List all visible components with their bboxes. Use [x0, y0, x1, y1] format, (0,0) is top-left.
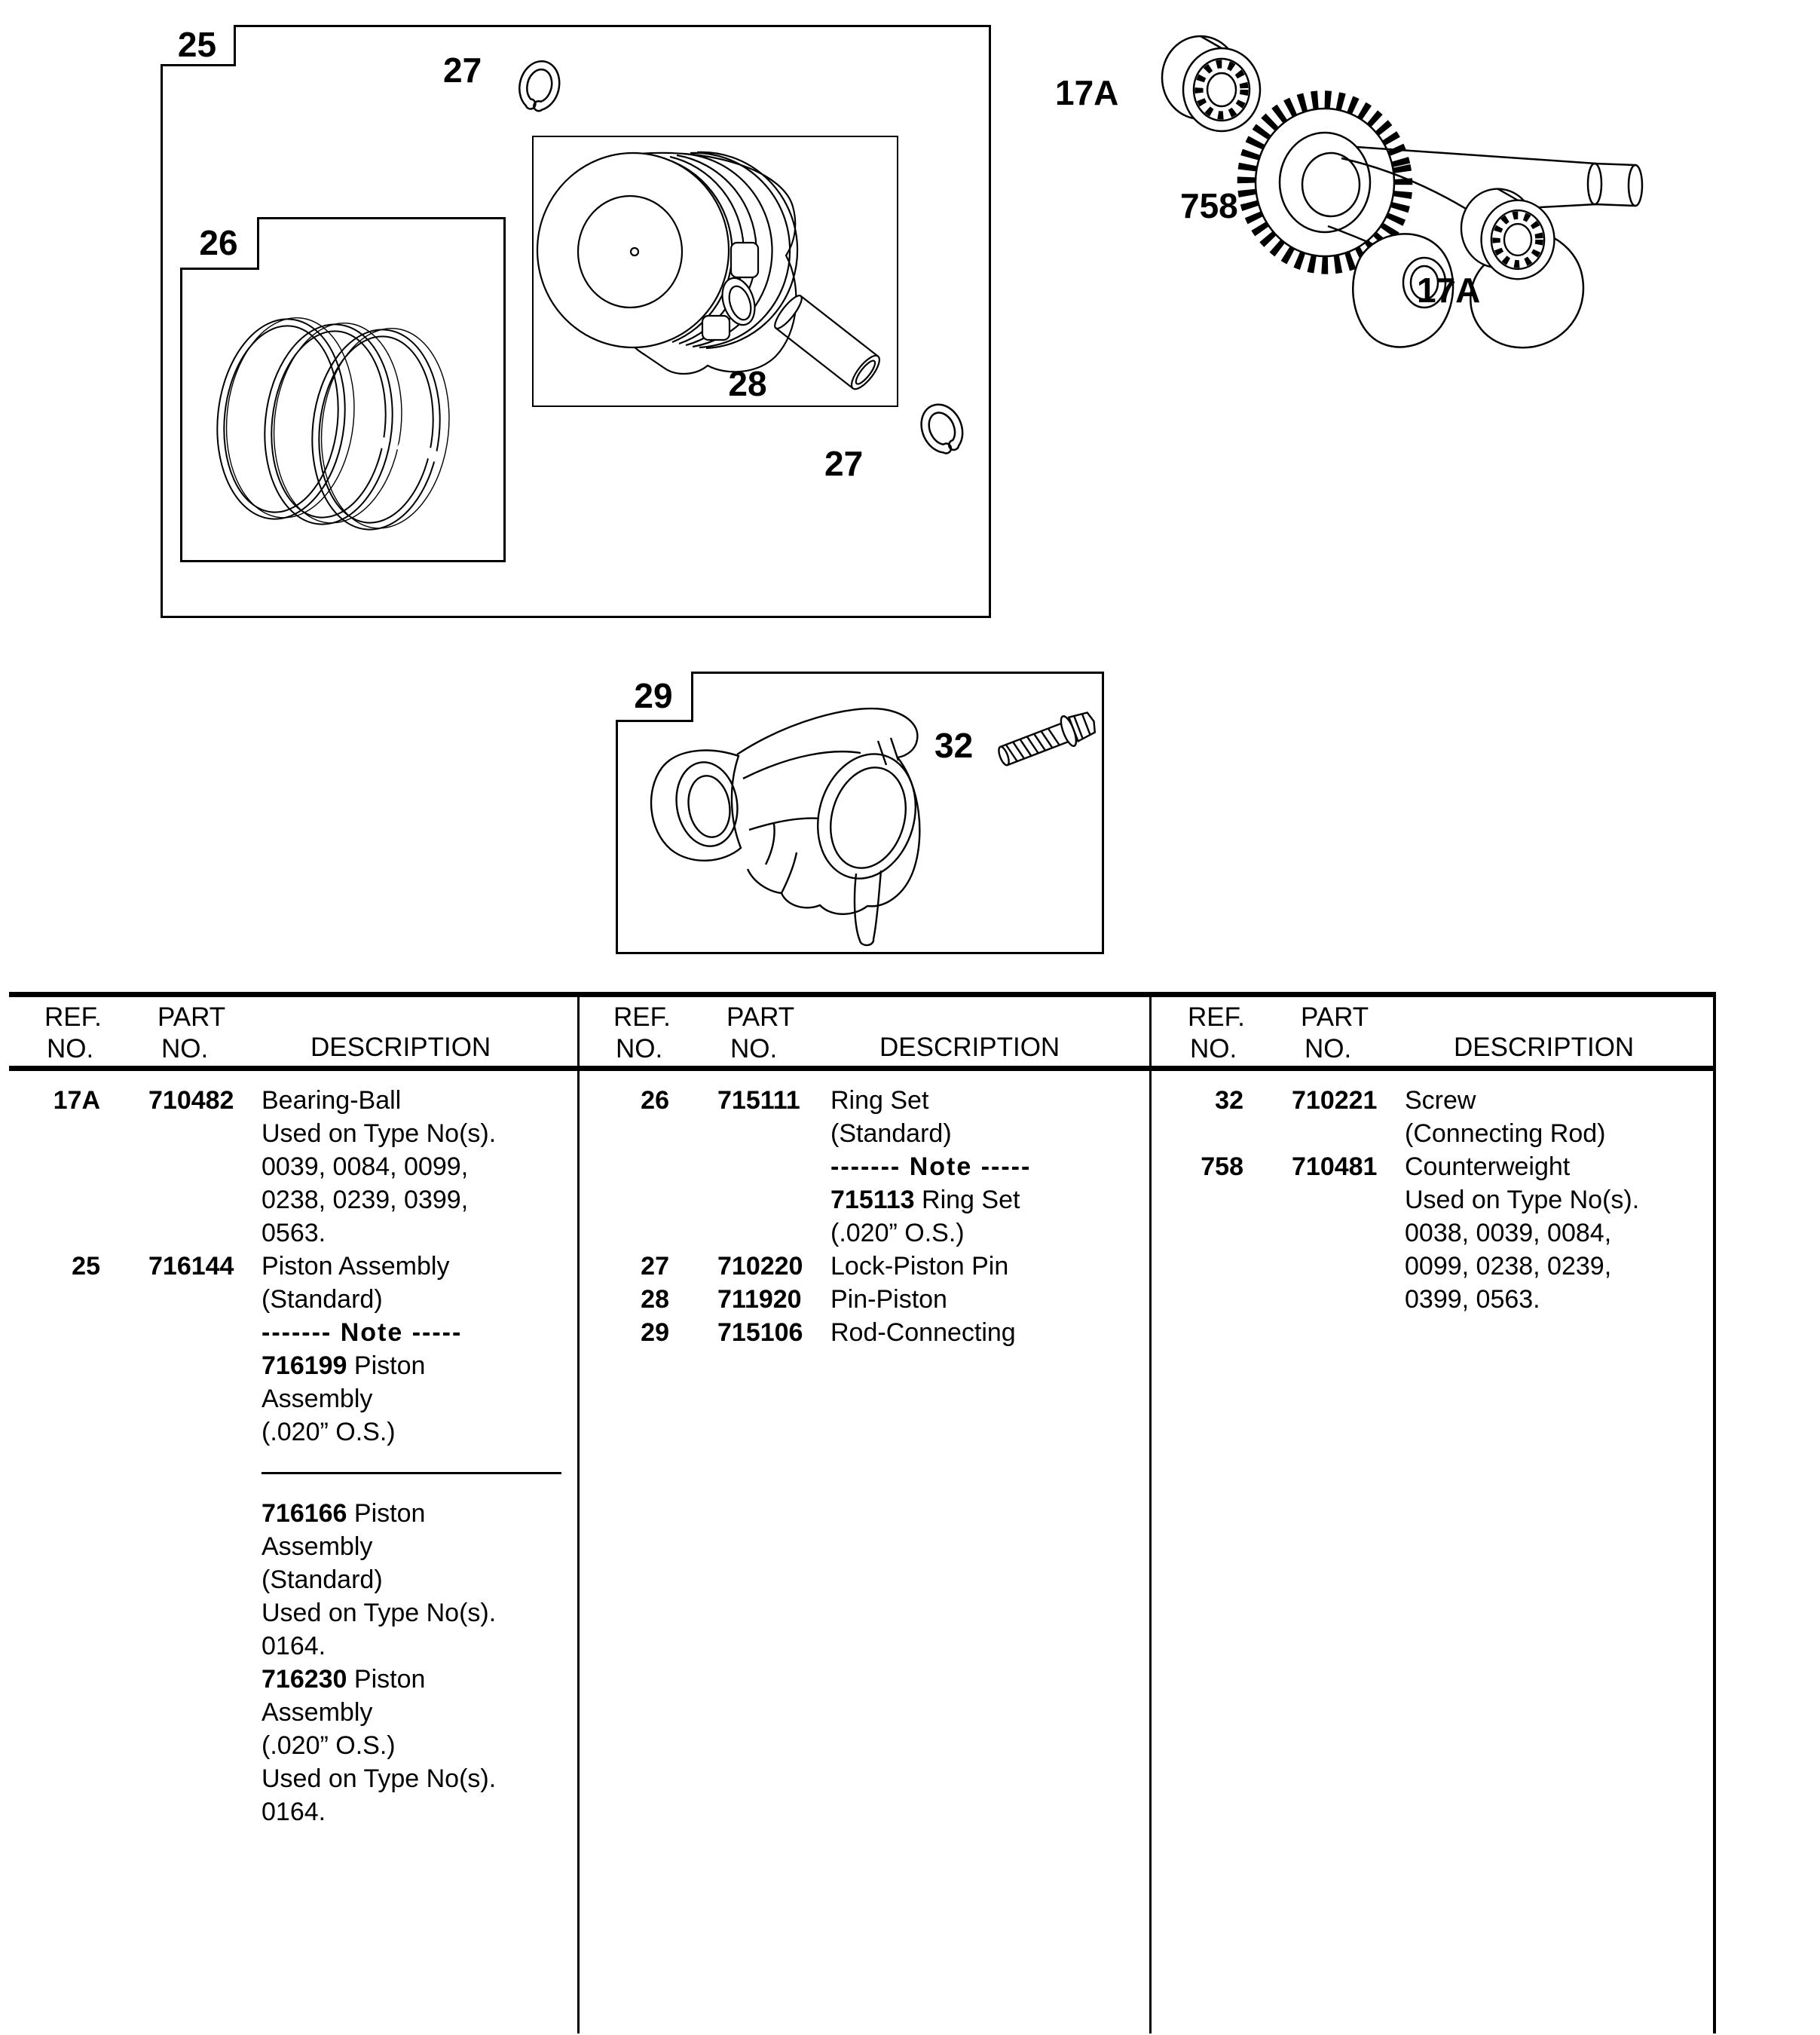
th-desc-1: DESCRIPTION — [310, 1033, 491, 1062]
ref-no-cell — [9, 1497, 100, 1530]
ref-no-cell — [578, 1150, 669, 1183]
description-cell — [262, 1150, 570, 1183]
part-no-cell: 710221 — [1292, 1086, 1378, 1115]
part-no-cell — [717, 1183, 830, 1216]
part-no-cell — [148, 1630, 262, 1663]
th-part-3b: NO. — [1305, 1034, 1352, 1063]
ref-no-cell: 25 — [72, 1252, 100, 1281]
th-ref-1a: REF. — [44, 1002, 102, 1032]
callout-32: 32 — [934, 726, 974, 765]
part-no-cell — [148, 1663, 262, 1696]
detail-box-26-label — [180, 217, 259, 270]
table-row — [9, 1696, 570, 1729]
description-text: 0399, 0563. — [1405, 1285, 1540, 1314]
ref-no-cell — [9, 1630, 100, 1663]
part-no-cell — [148, 1762, 262, 1795]
description-cell — [262, 1596, 570, 1630]
ref-no-cell — [9, 1596, 100, 1630]
ref-no-cell — [1152, 1183, 1243, 1216]
th-ref-1b: NO. — [47, 1034, 94, 1063]
part-no-cell — [717, 1216, 830, 1250]
description-cell — [1405, 1084, 1714, 1117]
description-text: 0563. — [262, 1219, 326, 1247]
description-cell — [262, 1663, 570, 1696]
part-no-cell — [148, 1382, 262, 1415]
part-no-cell — [148, 1530, 262, 1563]
part-no-cell — [1292, 1216, 1405, 1250]
ref-no-cell: 26 — [641, 1086, 669, 1115]
description-cell — [1405, 1150, 1714, 1183]
description-text: Used on Type No(s). — [262, 1764, 497, 1793]
description-text: (Standard) — [262, 1565, 383, 1594]
th-part-1b: NO. — [161, 1034, 209, 1063]
table-row — [9, 1762, 570, 1795]
th-ref-2a: REF. — [613, 1002, 671, 1032]
part-no-cell — [148, 1117, 262, 1150]
ref-no-cell — [9, 1117, 100, 1150]
part-no-cell: 711920 — [717, 1285, 802, 1314]
description-cell — [1405, 1117, 1714, 1150]
part-no-cell — [1292, 1283, 1405, 1316]
part-no-cell — [148, 1563, 262, 1596]
table-row — [9, 1563, 570, 1596]
part-no-cell — [148, 1283, 262, 1316]
part-no-cell — [1292, 1117, 1405, 1150]
table-row — [1152, 1084, 1714, 1117]
alt-part-no: 716166 — [262, 1499, 347, 1528]
callout-29: 29 — [634, 676, 673, 715]
description-text: Screw — [1405, 1086, 1476, 1115]
ref-no-cell — [9, 1795, 100, 1828]
description-cell — [1405, 1216, 1714, 1250]
detail-box-25-label — [161, 25, 236, 66]
table-row — [9, 1150, 570, 1183]
alt-part-no: 716230 — [262, 1665, 347, 1694]
table-row — [578, 1117, 1139, 1150]
table-row — [9, 1316, 570, 1349]
description-text: 0099, 0238, 0239, — [1405, 1252, 1612, 1281]
table-row — [578, 1183, 1139, 1216]
table-row — [1152, 1283, 1714, 1316]
callout-758: 758 — [1180, 186, 1238, 225]
description-text: 0164. — [262, 1798, 326, 1826]
table-row — [9, 1497, 570, 1530]
th-part-2a: PART — [726, 1002, 795, 1032]
table-row — [9, 1729, 570, 1762]
ref-no-cell — [9, 1183, 100, 1216]
description-cell — [262, 1183, 570, 1216]
description-cell — [262, 1283, 570, 1316]
description-text: Ring Set — [914, 1186, 1020, 1214]
ref-no-cell — [1152, 1216, 1243, 1250]
ref-no-cell — [1152, 1250, 1243, 1283]
description-cell — [262, 1762, 570, 1795]
description-cell — [262, 1084, 570, 1117]
part-no-cell — [148, 1795, 262, 1828]
ref-no-cell — [578, 1183, 669, 1216]
part-no-cell — [148, 1696, 262, 1729]
screw-illustration — [993, 696, 1103, 771]
part-no-cell — [148, 1596, 262, 1630]
ref-no-cell — [9, 1762, 100, 1795]
description-text: Piston — [347, 1351, 426, 1380]
callout-17a-bottom: 17A — [1417, 271, 1481, 310]
table-row — [578, 1084, 1139, 1117]
part-no-cell — [1292, 1183, 1405, 1216]
note-divider-line — [262, 1472, 561, 1474]
part-no-cell — [148, 1497, 262, 1530]
ref-no-cell — [9, 1415, 100, 1449]
table-row — [1152, 1150, 1714, 1183]
description-cell — [830, 1316, 1139, 1349]
parts-column-1 — [9, 1084, 570, 1828]
th-ref-3a: REF. — [1188, 1002, 1245, 1032]
part-no-cell — [148, 1183, 262, 1216]
callout-17a-top: 17A — [1055, 73, 1119, 112]
part-no-cell — [148, 1415, 262, 1449]
table-row — [578, 1150, 1139, 1183]
table-row — [9, 1183, 570, 1216]
ref-no-cell — [9, 1283, 100, 1316]
part-no-cell: 710482 — [148, 1086, 234, 1115]
description-cell — [1405, 1183, 1714, 1216]
description-text: (.020” O.S.) — [830, 1219, 965, 1247]
table-row — [9, 1117, 570, 1150]
ref-no-cell — [9, 1150, 100, 1183]
description-cell — [262, 1415, 570, 1449]
description-text: Assembly — [262, 1698, 373, 1727]
description-text: Assembly — [262, 1385, 373, 1413]
table-row — [578, 1316, 1139, 1349]
description-text: Ring Set — [830, 1086, 929, 1115]
description-text: (.020” O.S.) — [262, 1731, 396, 1760]
th-ref-2b: NO. — [616, 1034, 663, 1063]
ref-no-cell: 32 — [1215, 1086, 1243, 1115]
description-text: Lock-Piston Pin — [830, 1252, 1009, 1281]
piston-rings-illustration — [196, 301, 482, 535]
callout-28: 28 — [728, 364, 767, 403]
table-row — [9, 1630, 570, 1663]
ref-no-cell: 17A — [53, 1086, 100, 1115]
description-text: Used on Type No(s). — [262, 1599, 497, 1627]
th-desc-2: DESCRIPTION — [879, 1033, 1060, 1062]
description-cell — [262, 1349, 570, 1382]
ref-no-cell — [9, 1663, 100, 1696]
table-top-border — [9, 992, 1715, 997]
description-text: (Standard) — [830, 1119, 952, 1148]
retaining-clip-bottom-icon — [919, 398, 968, 463]
part-no-cell — [148, 1216, 262, 1250]
table-row — [9, 1530, 570, 1563]
part-no-cell — [717, 1150, 830, 1183]
ref-no-cell — [1152, 1117, 1243, 1150]
table-row — [9, 1084, 570, 1117]
table-row — [9, 1795, 570, 1828]
table-row — [1152, 1216, 1714, 1250]
description-cell — [830, 1183, 1139, 1216]
ref-no-cell — [1152, 1283, 1243, 1316]
description-text: Piston — [347, 1665, 426, 1694]
description-cell — [262, 1530, 570, 1563]
part-no-cell — [148, 1316, 262, 1349]
description-cell — [262, 1250, 570, 1283]
table-row — [9, 1663, 570, 1696]
description-cell — [1405, 1250, 1714, 1283]
ref-no-cell — [578, 1117, 669, 1150]
description-cell — [830, 1250, 1139, 1283]
part-no-cell — [1292, 1250, 1405, 1283]
description-text: 0038, 0039, 0084, — [1405, 1219, 1612, 1247]
callout-27-top: 27 — [443, 50, 482, 90]
table-row — [9, 1596, 570, 1630]
ref-no-cell — [9, 1382, 100, 1415]
th-part-1a: PART — [158, 1002, 226, 1032]
th-part-3a: PART — [1301, 1002, 1369, 1032]
part-no-cell — [148, 1729, 262, 1762]
table-rule-row — [9, 1449, 570, 1497]
ref-no-cell: 758 — [1201, 1152, 1243, 1181]
ref-no-cell: 29 — [641, 1318, 669, 1347]
description-text: Piston — [347, 1499, 426, 1528]
th-desc-3: DESCRIPTION — [1454, 1033, 1635, 1062]
description-cell — [830, 1216, 1139, 1250]
part-no-cell: 710220 — [717, 1252, 803, 1281]
description-cell — [262, 1497, 570, 1530]
table-row — [9, 1349, 570, 1382]
description-text: Pin-Piston — [830, 1285, 947, 1314]
part-no-cell: 715106 — [717, 1318, 803, 1347]
alt-part-no: 715113 — [830, 1186, 915, 1214]
callout-25: 25 — [177, 25, 217, 64]
description-text: (Connecting Rod) — [1405, 1119, 1606, 1148]
description-text: Assembly — [262, 1532, 373, 1561]
description-text: Counterweight — [1405, 1152, 1571, 1181]
description-cell: ------- Note ----- — [830, 1152, 1032, 1181]
description-text: Bearing-Ball — [262, 1086, 402, 1115]
part-no-cell: 710481 — [1292, 1152, 1378, 1181]
table-row — [9, 1250, 570, 1283]
description-text: Used on Type No(s). — [1405, 1186, 1640, 1214]
table-row — [9, 1216, 570, 1250]
description-cell — [262, 1382, 570, 1415]
callout-26: 26 — [199, 222, 238, 262]
description-text: Rod-Connecting — [830, 1318, 1016, 1347]
description-cell: ------- Note ----- — [262, 1318, 463, 1347]
ref-no-cell — [9, 1349, 100, 1382]
description-text: 0238, 0239, 0399, — [262, 1186, 469, 1214]
parts-column-2 — [578, 1084, 1139, 1349]
description-cell — [262, 1216, 570, 1250]
th-part-2b: NO. — [730, 1034, 778, 1063]
th-ref-3b: NO. — [1190, 1034, 1237, 1063]
ref-no-cell — [9, 1530, 100, 1563]
ref-no-cell — [9, 1696, 100, 1729]
table-row — [1152, 1183, 1714, 1216]
part-no-cell — [148, 1150, 262, 1183]
retaining-clip-top-icon — [515, 56, 564, 121]
ref-no-cell — [578, 1216, 669, 1250]
piston-illustration — [534, 137, 898, 407]
description-text: Piston Assembly — [262, 1252, 450, 1281]
ref-no-cell — [9, 1216, 100, 1250]
description-cell — [262, 1795, 570, 1828]
table-row — [1152, 1117, 1714, 1150]
description-cell — [830, 1117, 1139, 1150]
table-header-divider — [9, 1066, 1715, 1071]
part-no-cell: 716144 — [148, 1252, 234, 1281]
part-no-cell — [148, 1349, 262, 1382]
callout-27-bottom: 27 — [824, 444, 864, 483]
table-row — [9, 1382, 570, 1415]
description-text: (Standard) — [262, 1285, 383, 1314]
description-cell — [262, 1729, 570, 1762]
description-cell — [830, 1084, 1139, 1117]
ref-no-cell — [9, 1729, 100, 1762]
table-row — [1152, 1250, 1714, 1283]
description-cell — [262, 1117, 570, 1150]
description-text: Used on Type No(s). — [262, 1119, 497, 1148]
description-cell — [262, 1696, 570, 1729]
table-row — [9, 1283, 570, 1316]
table-row — [578, 1283, 1139, 1316]
part-no-cell — [717, 1117, 830, 1150]
ref-no-cell: 27 — [641, 1252, 669, 1281]
ref-no-cell — [9, 1316, 100, 1349]
table-row — [9, 1415, 570, 1449]
description-cell — [1405, 1283, 1714, 1316]
table-row — [578, 1250, 1139, 1283]
ref-no-cell — [9, 1563, 100, 1596]
parts-column-3 — [1152, 1084, 1714, 1316]
description-cell — [262, 1630, 570, 1663]
alt-part-no: 716199 — [262, 1351, 347, 1380]
description-text: 0164. — [262, 1632, 326, 1660]
description-text: (.020” O.S.) — [262, 1418, 396, 1446]
ref-no-cell: 28 — [641, 1285, 669, 1314]
part-no-cell: 715111 — [717, 1086, 800, 1115]
description-cell — [830, 1283, 1139, 1316]
description-text: 0039, 0084, 0099, — [262, 1152, 469, 1181]
table-column-divider-2 — [1149, 992, 1152, 2033]
description-cell — [262, 1563, 570, 1596]
table-row — [578, 1216, 1139, 1250]
